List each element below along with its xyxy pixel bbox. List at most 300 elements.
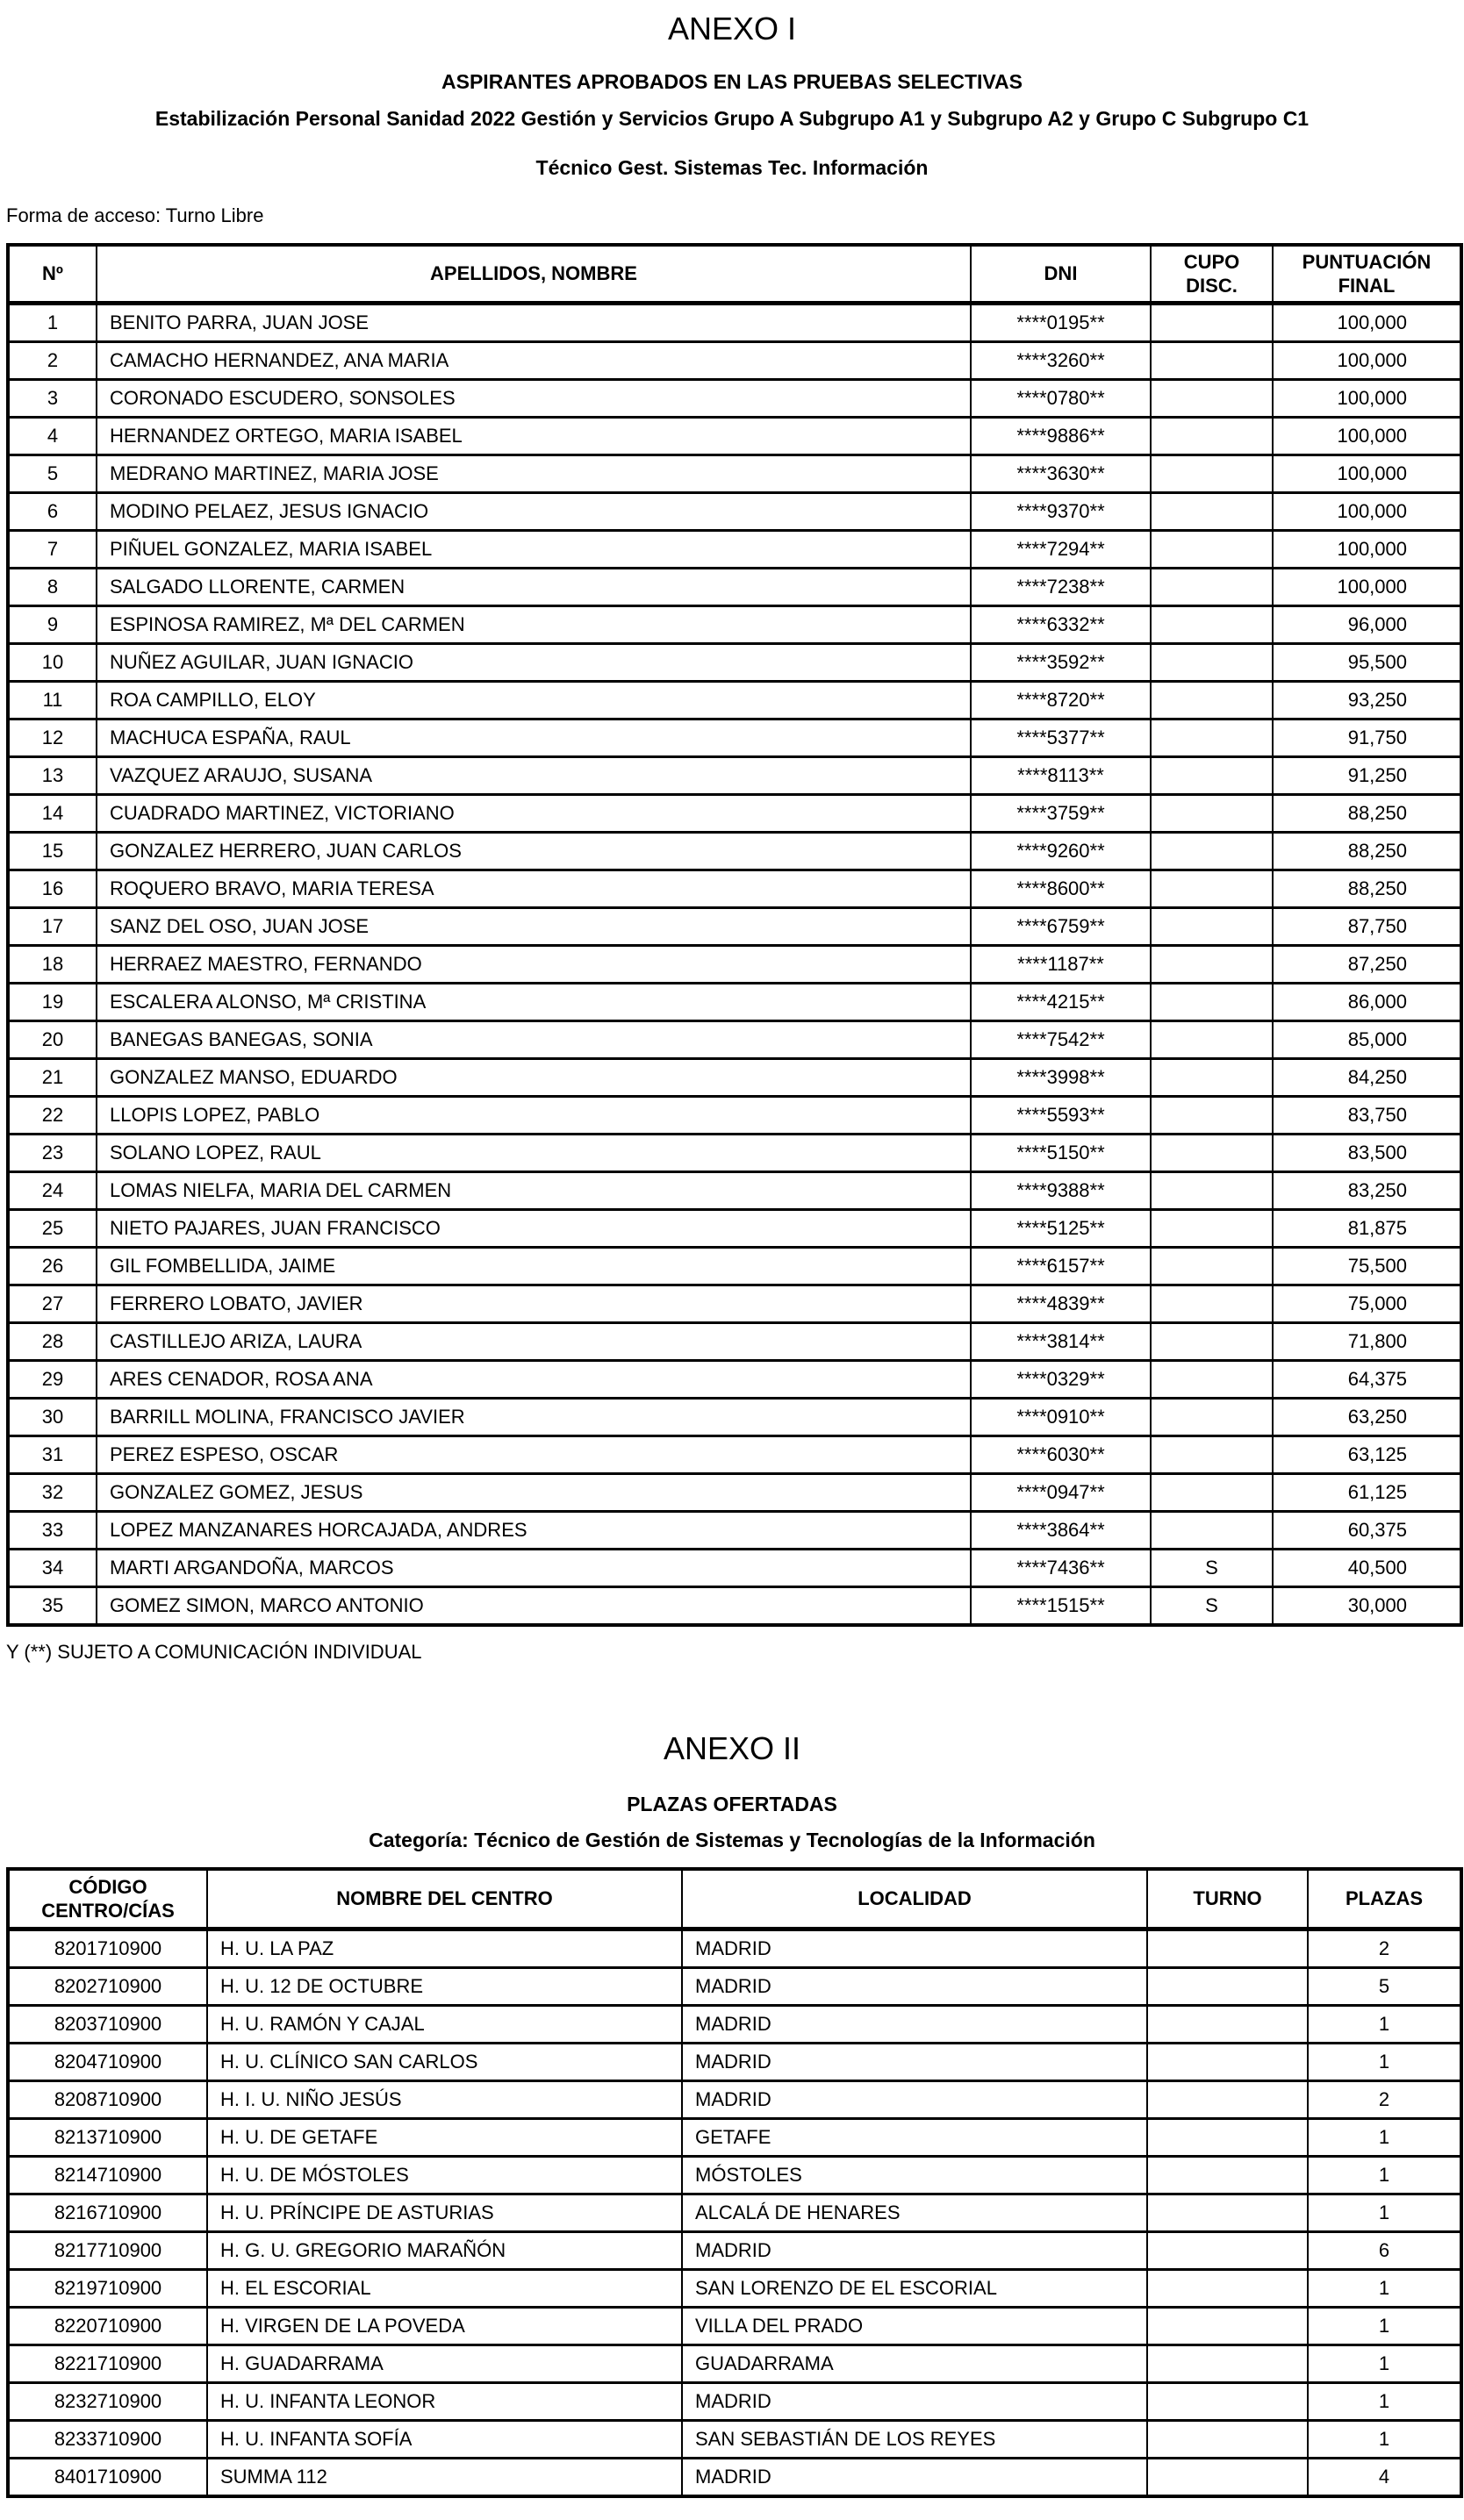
center-code: 8202710900 bbox=[8, 1967, 207, 2005]
locality: MÓSTOLES bbox=[682, 2156, 1147, 2194]
header-center: NOMBRE DEL CENTRO bbox=[207, 1869, 682, 1929]
dni: ****9260** bbox=[971, 832, 1151, 870]
table-row bbox=[8, 2307, 1461, 2345]
final-score: 81,875 bbox=[1273, 1209, 1461, 1247]
locality: MADRID bbox=[682, 1929, 1147, 1967]
shift bbox=[1147, 2420, 1308, 2458]
cupo-disc bbox=[1151, 568, 1273, 605]
center-code: 8213710900 bbox=[8, 2118, 207, 2156]
table-row bbox=[8, 1586, 1461, 1625]
row-number: 4 bbox=[8, 417, 97, 455]
table-row bbox=[8, 2269, 1461, 2307]
shift bbox=[1147, 2458, 1308, 2496]
header-code: CÓDIGO CENTRO/CÍAS bbox=[8, 1869, 207, 1929]
final-score: 100,000 bbox=[1273, 492, 1461, 530]
table-row bbox=[8, 2194, 1461, 2231]
final-score: 93,250 bbox=[1273, 681, 1461, 719]
table-row bbox=[8, 1473, 1461, 1511]
table-row bbox=[8, 1058, 1461, 1096]
final-score: 60,375 bbox=[1273, 1511, 1461, 1549]
dni: ****5150** bbox=[971, 1134, 1151, 1171]
places: 2 bbox=[1308, 1929, 1461, 1967]
anexo1-title: ANEXO I bbox=[667, 11, 797, 47]
cupo-disc bbox=[1151, 1096, 1273, 1134]
table-row bbox=[8, 1020, 1461, 1058]
final-score: 83,500 bbox=[1273, 1134, 1461, 1171]
candidate-name: SOLANO LOPEZ, RAUL bbox=[97, 1134, 971, 1171]
locality: MADRID bbox=[682, 2080, 1147, 2118]
candidate-name: ESCALERA ALONSO, Mª CRISTINA bbox=[97, 983, 971, 1020]
final-score: 63,250 bbox=[1273, 1398, 1461, 1435]
header-number: Nº bbox=[8, 245, 97, 303]
row-number: 21 bbox=[8, 1058, 97, 1096]
cupo-disc bbox=[1151, 1134, 1273, 1171]
candidate-name: LOMAS NIELFA, MARIA DEL CARMEN bbox=[97, 1171, 971, 1209]
candidate-name: BANEGAS BANEGAS, SONIA bbox=[97, 1020, 971, 1058]
row-number: 20 bbox=[8, 1020, 97, 1058]
final-score: 88,250 bbox=[1273, 832, 1461, 870]
row-number: 2 bbox=[8, 341, 97, 379]
candidate-name: ROA CAMPILLO, ELOY bbox=[97, 681, 971, 719]
locality: MADRID bbox=[682, 2231, 1147, 2269]
places: 1 bbox=[1308, 2118, 1461, 2156]
row-number: 30 bbox=[8, 1398, 97, 1435]
center-name: H. U. INFANTA LEONOR bbox=[207, 2382, 682, 2420]
final-score: 85,000 bbox=[1273, 1020, 1461, 1058]
dni: ****5377** bbox=[971, 719, 1151, 756]
cupo-disc bbox=[1151, 719, 1273, 756]
cupo-disc bbox=[1151, 1285, 1273, 1322]
dni: ****0947** bbox=[971, 1473, 1151, 1511]
dni: ****0910** bbox=[971, 1398, 1151, 1435]
candidate-name: GONZALEZ MANSO, EDUARDO bbox=[97, 1058, 971, 1096]
locality: ALCALÁ DE HENARES bbox=[682, 2194, 1147, 2231]
table-row bbox=[8, 1247, 1461, 1285]
shift bbox=[1147, 2118, 1308, 2156]
places: 6 bbox=[1308, 2231, 1461, 2269]
table-row bbox=[8, 492, 1461, 530]
cupo-disc bbox=[1151, 1322, 1273, 1360]
places: 5 bbox=[1308, 1967, 1461, 2005]
center-code: 8401710900 bbox=[8, 2458, 207, 2496]
table-row bbox=[8, 794, 1461, 832]
final-score: 75,500 bbox=[1273, 1247, 1461, 1285]
places: 1 bbox=[1308, 2156, 1461, 2194]
row-number: 28 bbox=[8, 1322, 97, 1360]
dni: ****3998** bbox=[971, 1058, 1151, 1096]
cupo-disc bbox=[1151, 1511, 1273, 1549]
places: 1 bbox=[1308, 2420, 1461, 2458]
candidate-name: FERRERO LOBATO, JAVIER bbox=[97, 1285, 971, 1322]
row-number: 24 bbox=[8, 1171, 97, 1209]
table-row bbox=[8, 907, 1461, 945]
table-row bbox=[8, 1322, 1461, 1360]
final-score: 75,000 bbox=[1273, 1285, 1461, 1322]
center-name: H. U. DE GETAFE bbox=[207, 2118, 682, 2156]
table-row bbox=[8, 341, 1461, 379]
table-row bbox=[8, 2156, 1461, 2194]
locality: VILLA DEL PRADO bbox=[682, 2307, 1147, 2345]
header-dni: DNI bbox=[971, 245, 1151, 303]
row-number: 19 bbox=[8, 983, 97, 1020]
table-row bbox=[8, 379, 1461, 417]
locality: MADRID bbox=[682, 2043, 1147, 2080]
candidate-name: ESPINOSA RAMIREZ, Mª DEL CARMEN bbox=[97, 605, 971, 643]
dni: ****7294** bbox=[971, 530, 1151, 568]
row-number: 6 bbox=[8, 492, 97, 530]
row-number: 35 bbox=[8, 1586, 97, 1625]
dni: ****5125** bbox=[971, 1209, 1151, 1247]
row-number: 25 bbox=[8, 1209, 97, 1247]
cupo-disc bbox=[1151, 1247, 1273, 1285]
final-score: 91,750 bbox=[1273, 719, 1461, 756]
center-name: H. U. INFANTA SOFÍA bbox=[207, 2420, 682, 2458]
candidate-name: NUÑEZ AGUILAR, JUAN IGNACIO bbox=[97, 643, 971, 681]
final-score: 95,500 bbox=[1273, 643, 1461, 681]
dni: ****0780** bbox=[971, 379, 1151, 417]
candidate-name: CAMACHO HERNANDEZ, ANA MARIA bbox=[97, 341, 971, 379]
center-name: H. U. CLÍNICO SAN CARLOS bbox=[207, 2043, 682, 2080]
cupo-disc bbox=[1151, 756, 1273, 794]
dni: ****3592** bbox=[971, 643, 1151, 681]
candidate-name: ROQUERO BRAVO, MARIA TERESA bbox=[97, 870, 971, 907]
candidate-name: GONZALEZ HERRERO, JUAN CARLOS bbox=[97, 832, 971, 870]
center-code: 8208710900 bbox=[8, 2080, 207, 2118]
row-number: 7 bbox=[8, 530, 97, 568]
cupo-disc: S bbox=[1151, 1586, 1273, 1625]
header-locality: LOCALIDAD bbox=[682, 1869, 1147, 1929]
center-code: 8232710900 bbox=[8, 2382, 207, 2420]
table-row bbox=[8, 568, 1461, 605]
row-number: 29 bbox=[8, 1360, 97, 1398]
cupo-disc bbox=[1151, 455, 1273, 492]
center-name: H. U. DE MÓSTOLES bbox=[207, 2156, 682, 2194]
cupo-disc bbox=[1151, 492, 1273, 530]
locality: MADRID bbox=[682, 2382, 1147, 2420]
center-code: 8204710900 bbox=[8, 2043, 207, 2080]
dni: ****7238** bbox=[971, 568, 1151, 605]
candidate-name: MEDRANO MARTINEZ, MARIA JOSE bbox=[97, 455, 971, 492]
center-name: H. VIRGEN DE LA POVEDA bbox=[207, 2307, 682, 2345]
candidate-name: HERNANDEZ ORTEGO, MARIA ISABEL bbox=[97, 417, 971, 455]
dni: ****9370** bbox=[971, 492, 1151, 530]
table-row bbox=[8, 1929, 1461, 1967]
table-row bbox=[8, 1096, 1461, 1134]
table-row bbox=[8, 1285, 1461, 1322]
locality: SAN LORENZO DE EL ESCORIAL bbox=[682, 2269, 1147, 2307]
center-code: 8203710900 bbox=[8, 2005, 207, 2043]
shift bbox=[1147, 2231, 1308, 2269]
final-score: 87,750 bbox=[1273, 907, 1461, 945]
places: 1 bbox=[1308, 2043, 1461, 2080]
dni: ****9388** bbox=[971, 1171, 1151, 1209]
candidate-name: PIÑUEL GONZALEZ, MARIA ISABEL bbox=[97, 530, 971, 568]
process-title: Estabilización Personal Sanidad 2022 Gestión y Servicios Grupo A Subgrupo A1 y Subgrupo A2 y Grupo C Subgrupo C1 bbox=[154, 107, 1310, 130]
dni: ****3864** bbox=[971, 1511, 1151, 1549]
candidate-name: MARTI ARGANDOÑA, MARCOS bbox=[97, 1549, 971, 1586]
row-number: 12 bbox=[8, 719, 97, 756]
locality: MADRID bbox=[682, 1967, 1147, 2005]
cupo-disc bbox=[1151, 1435, 1273, 1473]
final-score: 88,250 bbox=[1273, 870, 1461, 907]
final-score: 100,000 bbox=[1273, 417, 1461, 455]
cupo-disc bbox=[1151, 605, 1273, 643]
shift bbox=[1147, 2382, 1308, 2420]
candidate-name: CUADRADO MARTINEZ, VICTORIANO bbox=[97, 794, 971, 832]
dni: ****5593** bbox=[971, 1096, 1151, 1134]
dni: ****1515** bbox=[971, 1586, 1151, 1625]
places: 1 bbox=[1308, 2382, 1461, 2420]
locality: GUADARRAMA bbox=[682, 2345, 1147, 2382]
header-name: APELLIDOS, NOMBRE bbox=[97, 245, 971, 303]
table-row bbox=[8, 832, 1461, 870]
row-number: 27 bbox=[8, 1285, 97, 1322]
shift bbox=[1147, 2194, 1308, 2231]
center-code: 8217710900 bbox=[8, 2231, 207, 2269]
final-score: 71,800 bbox=[1273, 1322, 1461, 1360]
cupo-disc bbox=[1151, 907, 1273, 945]
dni: ****3814** bbox=[971, 1322, 1151, 1360]
header-cupo: CUPO DISC. bbox=[1151, 245, 1273, 303]
table-row bbox=[8, 1435, 1461, 1473]
final-score: 84,250 bbox=[1273, 1058, 1461, 1096]
locality: MADRID bbox=[682, 2458, 1147, 2496]
access-form: Forma de acceso: Turno Libre bbox=[6, 204, 264, 226]
row-number: 18 bbox=[8, 945, 97, 983]
table-row bbox=[8, 2118, 1461, 2156]
candidate-name: LOPEZ MANZANARES HORCAJADA, ANDRES bbox=[97, 1511, 971, 1549]
final-score: 61,125 bbox=[1273, 1473, 1461, 1511]
table-row bbox=[8, 643, 1461, 681]
candidate-name: BENITO PARRA, JUAN JOSE bbox=[97, 303, 971, 341]
row-number: 32 bbox=[8, 1473, 97, 1511]
cupo-disc bbox=[1151, 832, 1273, 870]
candidate-name: SALGADO LLORENTE, CARMEN bbox=[97, 568, 971, 605]
table-row bbox=[8, 2043, 1461, 2080]
table-row bbox=[8, 2080, 1461, 2118]
cupo-disc bbox=[1151, 303, 1273, 341]
dni: ****6030** bbox=[971, 1435, 1151, 1473]
cupo-disc bbox=[1151, 417, 1273, 455]
final-score: 100,000 bbox=[1273, 455, 1461, 492]
places: 2 bbox=[1308, 2080, 1461, 2118]
center-code: 8201710900 bbox=[8, 1929, 207, 1967]
dni: ****8720** bbox=[971, 681, 1151, 719]
row-number: 17 bbox=[8, 907, 97, 945]
locality: MADRID bbox=[682, 2005, 1147, 2043]
cupo-disc bbox=[1151, 1171, 1273, 1209]
center-code: 8221710900 bbox=[8, 2345, 207, 2382]
table-row bbox=[8, 2458, 1461, 2496]
center-name: H. GUADARRAMA bbox=[207, 2345, 682, 2382]
dni: ****6332** bbox=[971, 605, 1151, 643]
locality: GETAFE bbox=[682, 2118, 1147, 2156]
places: 1 bbox=[1308, 2345, 1461, 2382]
center-code: 8214710900 bbox=[8, 2156, 207, 2194]
shift bbox=[1147, 2156, 1308, 2194]
dni: ****4215** bbox=[971, 983, 1151, 1020]
table-row bbox=[8, 417, 1461, 455]
center-name: H. U. RAMÓN Y CAJAL bbox=[207, 2005, 682, 2043]
row-number: 33 bbox=[8, 1511, 97, 1549]
cupo-disc bbox=[1151, 945, 1273, 983]
candidate-name: MODINO PELAEZ, JESUS IGNACIO bbox=[97, 492, 971, 530]
final-score: 86,000 bbox=[1273, 983, 1461, 1020]
candidate-name: NIETO PAJARES, JUAN FRANCISCO bbox=[97, 1209, 971, 1247]
candidate-name: GIL FOMBELLIDA, JAIME bbox=[97, 1247, 971, 1285]
footnote: Y (**) SUJETO A COMUNICACIÓN INDIVIDUAL bbox=[6, 1641, 422, 1663]
dni: ****4839** bbox=[971, 1285, 1151, 1322]
shift bbox=[1147, 2080, 1308, 2118]
row-number: 11 bbox=[8, 681, 97, 719]
final-score: 64,375 bbox=[1273, 1360, 1461, 1398]
table-row bbox=[8, 870, 1461, 907]
candidate-name: ARES CENADOR, ROSA ANA bbox=[97, 1360, 971, 1398]
candidate-name: SANZ DEL OSO, JUAN JOSE bbox=[97, 907, 971, 945]
dni: ****3759** bbox=[971, 794, 1151, 832]
dni: ****7436** bbox=[971, 1549, 1151, 1586]
table-row bbox=[8, 1134, 1461, 1171]
cupo-disc bbox=[1151, 1473, 1273, 1511]
row-number: 16 bbox=[8, 870, 97, 907]
candidate-name: MACHUCA ESPAÑA, RAUL bbox=[97, 719, 971, 756]
table-row bbox=[8, 2420, 1461, 2458]
center-code: 8233710900 bbox=[8, 2420, 207, 2458]
shift bbox=[1147, 2043, 1308, 2080]
approved-candidates-table bbox=[6, 243, 1463, 1627]
anexo2-subtitle: PLAZAS OFERTADAS bbox=[627, 1793, 837, 1815]
dni: ****0195** bbox=[971, 303, 1151, 341]
candidate-name: LLOPIS LOPEZ, PABLO bbox=[97, 1096, 971, 1134]
dni: ****3630** bbox=[971, 455, 1151, 492]
table-row bbox=[8, 530, 1461, 568]
row-number: 8 bbox=[8, 568, 97, 605]
candidate-name: CORONADO ESCUDERO, SONSOLES bbox=[97, 379, 971, 417]
cupo-disc bbox=[1151, 1398, 1273, 1435]
candidate-name: HERRAEZ MAESTRO, FERNANDO bbox=[97, 945, 971, 983]
row-number: 14 bbox=[8, 794, 97, 832]
header-shift: TURNO bbox=[1147, 1869, 1308, 1929]
locality: SAN SEBASTIÁN DE LOS REYES bbox=[682, 2420, 1147, 2458]
dni: ****3260** bbox=[971, 341, 1151, 379]
cupo-disc bbox=[1151, 1020, 1273, 1058]
center-name: H. EL ESCORIAL bbox=[207, 2269, 682, 2307]
candidate-name: GONZALEZ GOMEZ, JESUS bbox=[97, 1473, 971, 1511]
final-score: 30,000 bbox=[1273, 1586, 1461, 1625]
cupo-disc bbox=[1151, 1058, 1273, 1096]
table-row bbox=[8, 1209, 1461, 1247]
final-score: 83,250 bbox=[1273, 1171, 1461, 1209]
center-code: 8216710900 bbox=[8, 2194, 207, 2231]
anexo2-title: ANEXO II bbox=[663, 1730, 801, 1766]
final-score: 63,125 bbox=[1273, 1435, 1461, 1473]
dni: ****8600** bbox=[971, 870, 1151, 907]
final-score: 91,250 bbox=[1273, 756, 1461, 794]
dni: ****1187** bbox=[971, 945, 1151, 983]
shift bbox=[1147, 2269, 1308, 2307]
row-number: 23 bbox=[8, 1134, 97, 1171]
places: 1 bbox=[1308, 2194, 1461, 2231]
row-number: 1 bbox=[8, 303, 97, 341]
row-number: 10 bbox=[8, 643, 97, 681]
final-score: 100,000 bbox=[1273, 530, 1461, 568]
places: 4 bbox=[1308, 2458, 1461, 2496]
candidate-name: BARRILL MOLINA, FRANCISCO JAVIER bbox=[97, 1398, 971, 1435]
row-number: 15 bbox=[8, 832, 97, 870]
offered-positions-table bbox=[6, 1867, 1463, 2498]
final-score: 96,000 bbox=[1273, 605, 1461, 643]
candidate-name: GOMEZ SIMON, MARCO ANTONIO bbox=[97, 1586, 971, 1625]
table-row bbox=[8, 2382, 1461, 2420]
candidate-name: VAZQUEZ ARAUJO, SUSANA bbox=[97, 756, 971, 794]
shift bbox=[1147, 2307, 1308, 2345]
center-name: H. U. LA PAZ bbox=[207, 1929, 682, 1967]
table-row bbox=[8, 945, 1461, 983]
shift bbox=[1147, 2345, 1308, 2382]
header-places: PLAZAS bbox=[1308, 1869, 1461, 1929]
table-row bbox=[8, 2231, 1461, 2269]
center-name: H. U. 12 DE OCTUBRE bbox=[207, 1967, 682, 2005]
table-row bbox=[8, 1171, 1461, 1209]
cupo-disc: S bbox=[1151, 1549, 1273, 1586]
table-row bbox=[8, 719, 1461, 756]
row-number: 22 bbox=[8, 1096, 97, 1134]
cupo-disc bbox=[1151, 681, 1273, 719]
candidate-name: PEREZ ESPESO, OSCAR bbox=[97, 1435, 971, 1473]
row-number: 26 bbox=[8, 1247, 97, 1285]
table-row bbox=[8, 1360, 1461, 1398]
row-number: 34 bbox=[8, 1549, 97, 1586]
dni: ****0329** bbox=[971, 1360, 1151, 1398]
cupo-disc bbox=[1151, 341, 1273, 379]
anexo2-category: Categoría: Técnico de Gestión de Sistemas y Tecnologías de la Información bbox=[369, 1829, 1095, 1851]
center-name: H. I. U. NIÑO JESÚS bbox=[207, 2080, 682, 2118]
candidate-name: CASTILLEJO ARIZA, LAURA bbox=[97, 1322, 971, 1360]
row-number: 31 bbox=[8, 1435, 97, 1473]
table-row bbox=[8, 2005, 1461, 2043]
places: 1 bbox=[1308, 2307, 1461, 2345]
final-score: 100,000 bbox=[1273, 341, 1461, 379]
cupo-disc bbox=[1151, 379, 1273, 417]
cupo-disc bbox=[1151, 870, 1273, 907]
cupo-disc bbox=[1151, 983, 1273, 1020]
table-row bbox=[8, 1967, 1461, 2005]
cupo-disc bbox=[1151, 643, 1273, 681]
row-number: 13 bbox=[8, 756, 97, 794]
center-name: H. U. PRÍNCIPE DE ASTURIAS bbox=[207, 2194, 682, 2231]
anexo1-subtitle: ASPIRANTES APROBADOS EN LAS PRUEBAS SELECTIVAS bbox=[441, 70, 1023, 93]
table-row bbox=[8, 983, 1461, 1020]
table-row bbox=[8, 1398, 1461, 1435]
places: 1 bbox=[1308, 2005, 1461, 2043]
shift bbox=[1147, 1967, 1308, 2005]
shift bbox=[1147, 2005, 1308, 2043]
final-score: 100,000 bbox=[1273, 379, 1461, 417]
final-score: 100,000 bbox=[1273, 303, 1461, 341]
places: 1 bbox=[1308, 2269, 1461, 2307]
center-name: SUMMA 112 bbox=[207, 2458, 682, 2496]
dni: ****7542** bbox=[971, 1020, 1151, 1058]
final-score: 83,750 bbox=[1273, 1096, 1461, 1134]
cupo-disc bbox=[1151, 794, 1273, 832]
table-row bbox=[8, 681, 1461, 719]
dni: ****6157** bbox=[971, 1247, 1151, 1285]
row-number: 5 bbox=[8, 455, 97, 492]
table-row bbox=[8, 455, 1461, 492]
row-number: 9 bbox=[8, 605, 97, 643]
cupo-disc bbox=[1151, 1209, 1273, 1247]
final-score: 88,250 bbox=[1273, 794, 1461, 832]
